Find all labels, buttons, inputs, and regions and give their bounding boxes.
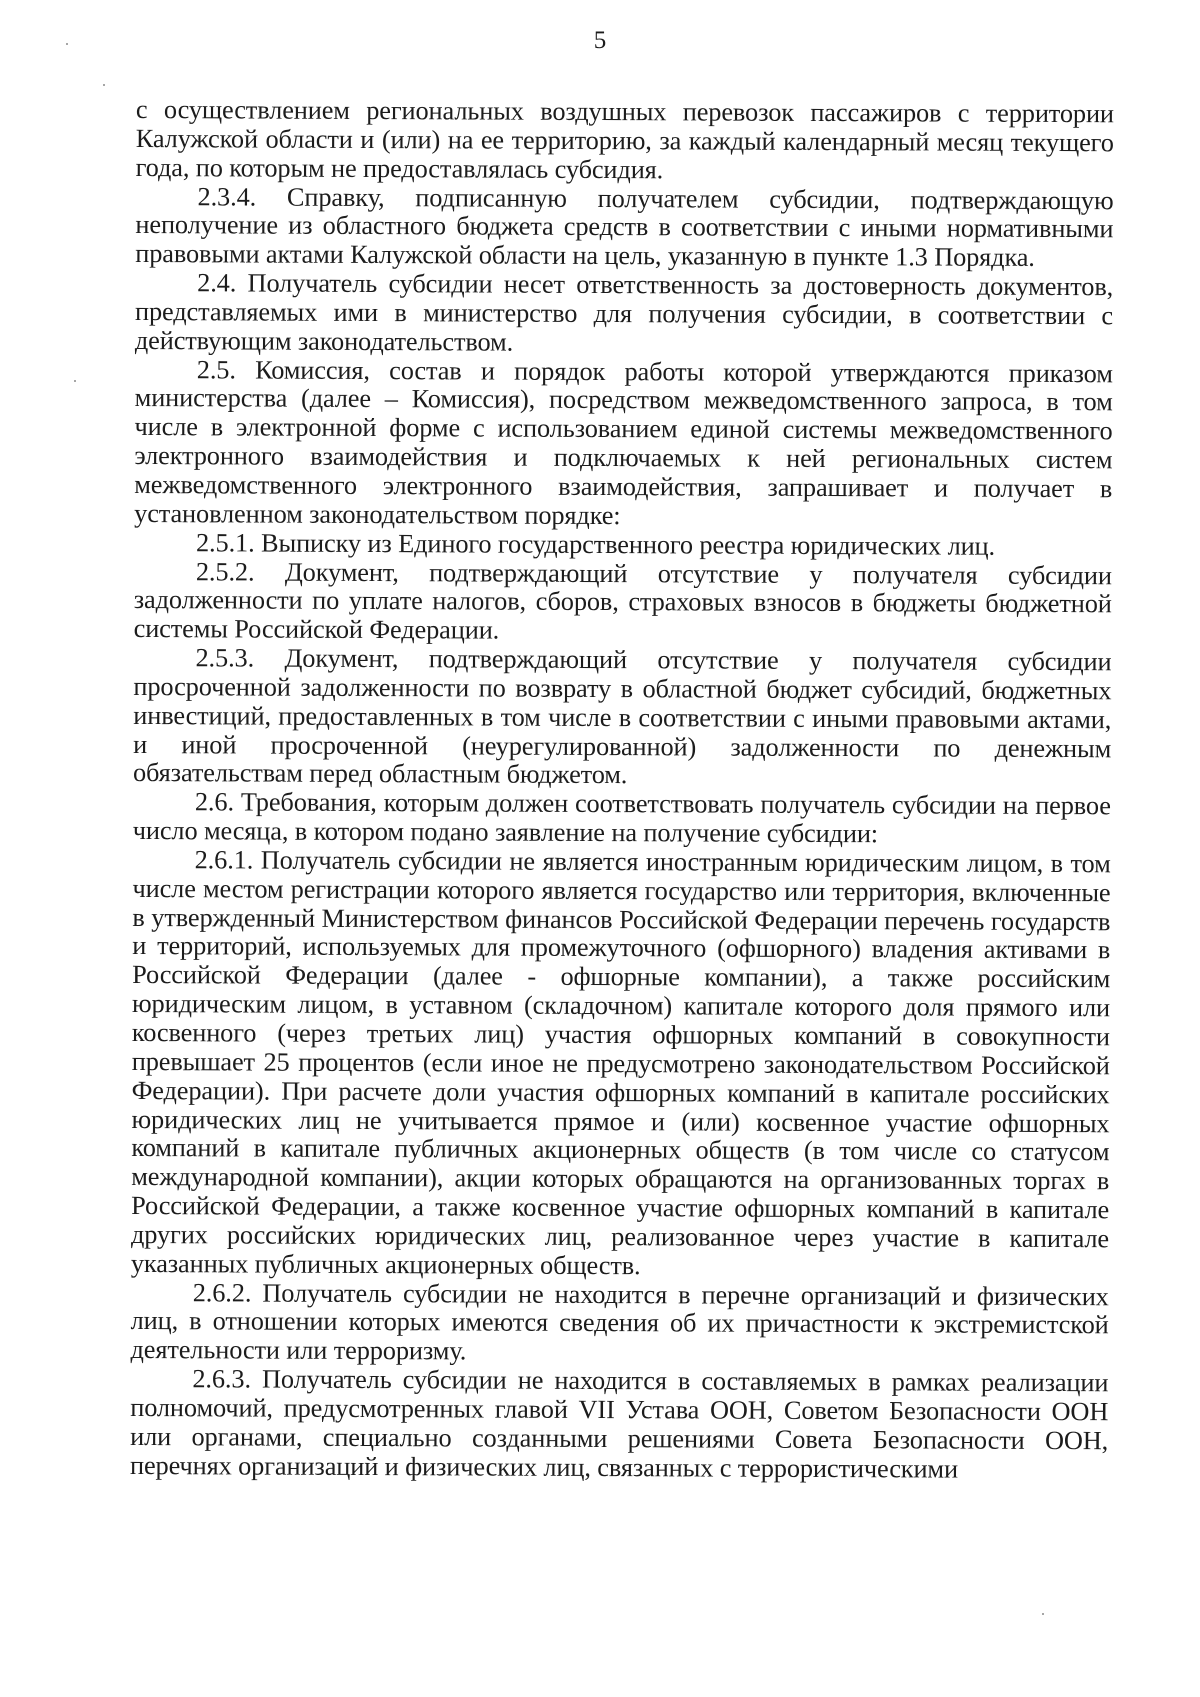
paragraph-2-6: 2.6. Требования, которым должен соответствовать получатель субсидии на первое число месяца, в котором подано заявление на получение субсидии:	[132, 787, 1111, 849]
scan-speck	[103, 84, 105, 86]
paragraph-2-6-1: 2.6.1. Получатель субсидии не является иностранным юридическим лицом, в том числе местом регистрации которого является государство или территория, включенные в утвержденный Министерством финансов Российской Федерации перечень государств и территорий, используемых для промежуточного (офшорного) владения активами в Российской Федерации (далее - офшорные компании), а также российским юридическим лицом, в уставном (складочном) капитале которого доля прямого или косвенного (через третьих лиц) участия офшорных компаний в совокупности превышает 25 процентов (если иное не предусмотрено законодательством Российской Федерации). При расчете доли участия офшорных компаний в капитале российских юридических лиц не учитывается прямое и (или) косвенное участие офшорных компаний в капитале публичных акционерных обществ (в том числе со статусом международной компании), акции которых обращаются на организованных торгах в Российской Федерации, а также косвенное участие офшорных компаний в капитале других российских юридических лиц, реализованное через участие в капитале указанных публичных акционерных обществ.	[130, 845, 1111, 1280]
paragraph-2-5-2: 2.5.2. Документ, подтверждающий отсутствие у получателя субсидии задолженности по уплате налогов, сборов, страховых взносов в бюджеты бюджетной системы Российской Федерации.	[133, 556, 1112, 645]
paragraph-2-3-4: 2.3.4. Справку, подписанную получателем субсидии, подтверждающую неполучение из областного бюджета средств в соответствии с иными нормативными правовыми актами Калужской области на цель, указанную в пункте 1.3 Порядка.	[135, 181, 1114, 273]
paragraph-continuation: с осуществлением региональных воздушных перевозок пассажиров с территории Калужской области и (или) на ее территорию, за каждый календарный месяц текущего года, по которым не предоставлялась субсидия.	[135, 95, 1114, 184]
document-body	[130, 96, 1114, 1485]
paragraph-2-5: 2.5. Комиссия, состав и порядок работы которой утверждаются приказом министерства (далее – Комиссия), посредством межведомственного запроса, в том числе в электронной форме с использованием единой системы межведомственного электронного взаимодействия и подключаемых к ней региональных систем межведомственного электронного взаимодействия, запрашивает и получает в установленном законодательством порядке:	[134, 354, 1113, 530]
paragraph-2-6-3: 2.6.3. Получатель субсидии не находится в составляемых в рамках реализации полномочий, предусмотренных главой VII Устава ООН, Советом Безопасности ООН или органами, специально созданными решениями Совета Безопасности ООН, перечнях организаций и физических лиц, связанных с террористическими	[129, 1364, 1109, 1484]
paragraph-2-4: 2.4. Получатель субсидии несет ответственность за достоверность документов, представляемых ими в министерство для получения субсидии, в соответствии с действующим законодательством.	[134, 268, 1114, 357]
scan-speck	[1042, 1613, 1044, 1615]
scan-speck	[66, 43, 68, 45]
scan-speck	[74, 380, 76, 382]
page-number: 5	[593, 27, 607, 54]
paragraph-2-5-3: 2.5.3. Документ, подтверждающий отсутствие у получателя субсидии просроченной задолженности по возврату в областной бюджет субсидий, бюджетных инвестиций, предоставленных в том числе в соответствии с иными правовыми актами, и иной просроченной (неурегулированной) задолженности по денежным обязательствам перед областным бюджетом.	[132, 643, 1112, 790]
paragraph-2-5-1: 2.5.1. Выписку из Единого государственного реестра юридических лиц.	[195, 527, 996, 561]
paragraph-2-6-2: 2.6.2. Получатель субсидии не находится в перечне организаций и физических лиц, в отношении которых имеются сведения об их причастности к экстремистской деятельности или терроризму.	[130, 1277, 1109, 1366]
